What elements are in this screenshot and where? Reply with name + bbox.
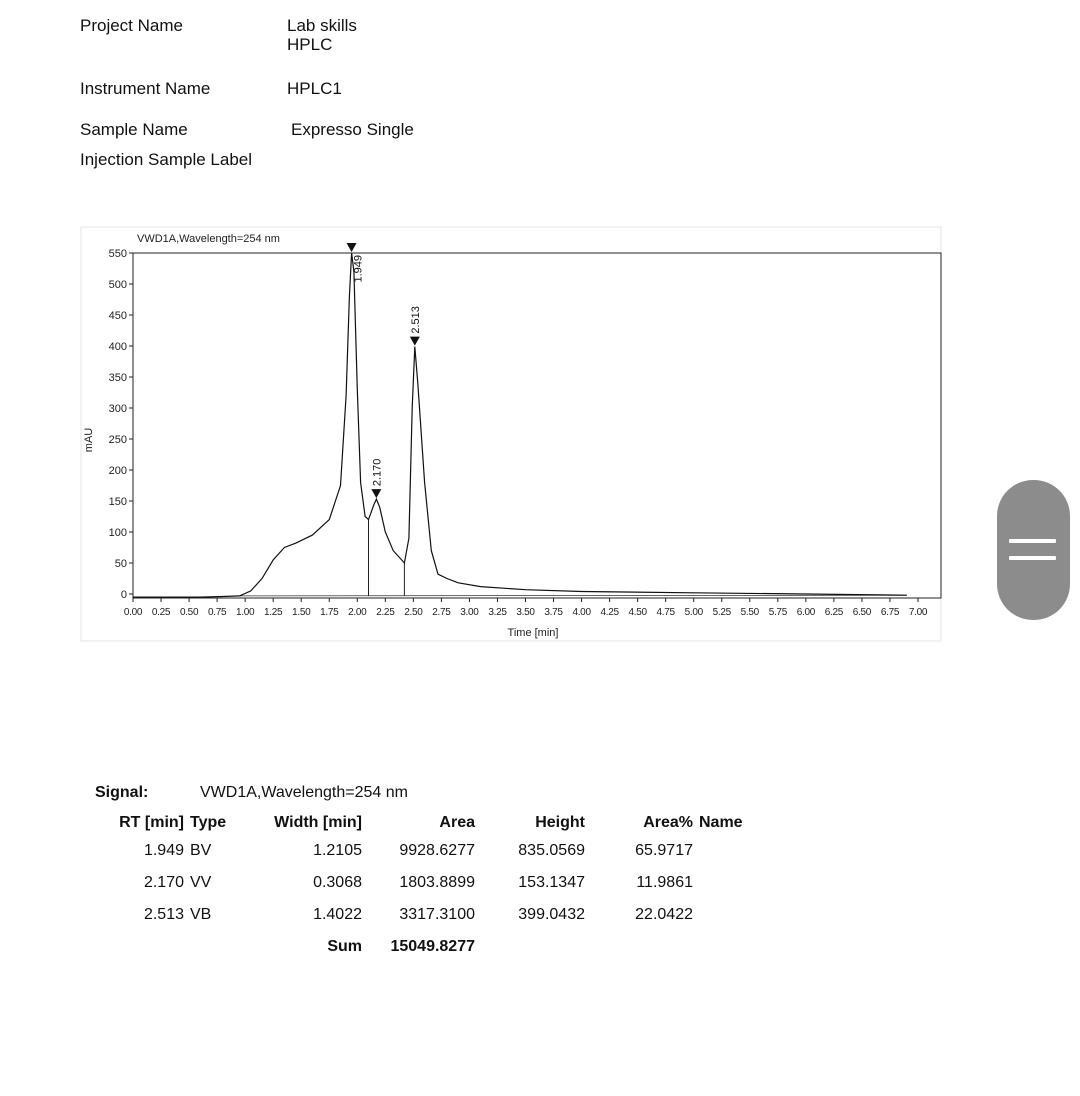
- col-height: Height: [535, 814, 585, 831]
- chart-title: VWD1A,Wavelength=254 nm: [137, 233, 280, 245]
- col-rt: RT [min]: [119, 814, 184, 831]
- x-tick-label: 1.75: [320, 607, 339, 618]
- sum-row: [95, 931, 759, 963]
- x-tick-label: 2.50: [404, 607, 423, 618]
- project-name-value-1: Lab skills: [287, 16, 357, 35]
- cell-height: 153.1347: [518, 874, 585, 891]
- sum-spacer: [693, 931, 759, 963]
- x-tick-label: 5.75: [768, 607, 787, 618]
- table-row: [95, 867, 759, 899]
- instrument-name-label: Instrument Name: [80, 79, 211, 98]
- cell-type: VB: [190, 906, 212, 923]
- cell-area: 1803.8899: [399, 874, 475, 891]
- y-tick-label: 550: [108, 248, 127, 260]
- cell-name: [693, 899, 759, 931]
- signal-line: [95, 784, 408, 802]
- sum-spacer: [585, 931, 693, 963]
- chromatogram-chart: [80, 226, 942, 644]
- x-tick-label: 6.50: [852, 607, 872, 618]
- signal-value: VWD1A,Wavelength=254 nm: [200, 784, 408, 801]
- cell-area-pct: 65.9717: [635, 842, 693, 859]
- col-width: Width [min]: [274, 814, 362, 831]
- side-menu-button[interactable]: [997, 480, 1070, 620]
- y-tick-label: 100: [108, 527, 127, 539]
- results-table: [95, 811, 759, 963]
- x-tick-label: 0.00: [123, 607, 143, 618]
- x-tick-label: 6.25: [824, 607, 844, 618]
- y-axis-label: mAU: [83, 427, 95, 453]
- project-name-label: Project Name: [80, 16, 183, 35]
- signal-label: Signal:: [95, 784, 149, 801]
- y-tick-label: 250: [108, 434, 127, 446]
- cell-rt: 1.949: [143, 842, 184, 859]
- x-tick-label: 5.50: [740, 607, 759, 618]
- x-tick-label: 4.25: [600, 607, 619, 618]
- x-tick-label: 3.25: [488, 607, 507, 618]
- chart-background: [81, 227, 941, 641]
- cell-area-pct: 11.9861: [636, 874, 693, 891]
- cell-area-pct: 22.0422: [635, 906, 693, 923]
- x-tick-label: 0.75: [207, 607, 227, 618]
- x-tick-label: 6.00: [796, 607, 815, 618]
- x-tick-label: 1.50: [292, 607, 311, 618]
- cell-width: 1.2105: [313, 842, 362, 859]
- y-tick-label: 350: [108, 372, 127, 384]
- y-tick-label: 50: [114, 558, 127, 570]
- cell-width: 1.4022: [313, 906, 362, 923]
- sum-label: Sum: [327, 938, 362, 955]
- x-tick-label: 3.50: [516, 607, 535, 618]
- x-tick-label: 4.00: [572, 607, 591, 618]
- results-header-row: [95, 811, 759, 835]
- col-type: Type: [190, 814, 227, 831]
- cell-name: [693, 867, 759, 899]
- cell-area: 3317.3100: [399, 906, 475, 923]
- y-tick-label: 400: [108, 341, 127, 353]
- sample-name-label: Sample Name: [80, 120, 188, 139]
- table-row: [95, 835, 759, 867]
- cell-width: 0.3068: [313, 874, 362, 891]
- peak-label: 2.513: [409, 306, 422, 334]
- x-tick-label: 1.00: [236, 607, 255, 618]
- sum-spacer: [475, 931, 585, 963]
- col-name: Name: [699, 814, 743, 831]
- peak-label: 1.949: [352, 255, 365, 283]
- x-tick-label: 0.50: [179, 607, 199, 618]
- table-row: [95, 899, 759, 931]
- y-tick-label: 450: [108, 310, 127, 322]
- project-name-value-2: HPLC: [287, 35, 333, 54]
- y-tick-label: 200: [108, 465, 127, 477]
- y-tick-label: 150: [108, 496, 127, 508]
- instrument-name-value: HPLC1: [287, 79, 342, 98]
- cell-height: 399.0432: [518, 906, 585, 923]
- sum-spacer: [184, 931, 234, 963]
- sample-name-value: Expresso Single: [291, 120, 414, 139]
- x-tick-label: 2.00: [348, 607, 367, 618]
- peak-label: 2.170: [371, 458, 384, 487]
- cell-name: [693, 835, 759, 867]
- sum-value: 15049.8277: [390, 938, 475, 955]
- x-tick-label: 4.50: [628, 607, 647, 618]
- x-tick-label: 6.75: [880, 607, 900, 618]
- cell-type: VV: [190, 874, 212, 891]
- y-tick-label: 0: [120, 589, 127, 601]
- x-tick-label: 4.75: [656, 607, 675, 618]
- x-tick-label: 0.25: [151, 607, 171, 618]
- y-tick-label: 500: [108, 279, 127, 291]
- col-area: Area: [439, 814, 475, 831]
- x-tick-label: 2.75: [432, 607, 451, 618]
- x-tick-label: 5.25: [712, 607, 731, 618]
- x-tick-label: 7.00: [908, 607, 928, 618]
- cell-type: BV: [190, 842, 212, 859]
- injection-sample-label: Injection Sample Label: [80, 150, 253, 169]
- cell-height: 835.0569: [518, 842, 585, 859]
- x-axis-label: Time [min]: [507, 627, 559, 639]
- x-tick-label: 2.25: [376, 607, 395, 618]
- col-area-pct: Area%: [643, 814, 693, 831]
- x-tick-label: 5.00: [684, 607, 703, 618]
- cell-rt: 2.513: [143, 906, 184, 923]
- x-tick-label: 3.75: [544, 607, 563, 618]
- x-tick-label: 1.25: [264, 607, 283, 618]
- cell-area: 9928.6277: [399, 842, 475, 859]
- x-tick-label: 3.00: [460, 607, 479, 618]
- cell-rt: 2.170: [143, 874, 184, 891]
- sum-spacer: [95, 931, 184, 963]
- y-tick-label: 300: [108, 403, 127, 415]
